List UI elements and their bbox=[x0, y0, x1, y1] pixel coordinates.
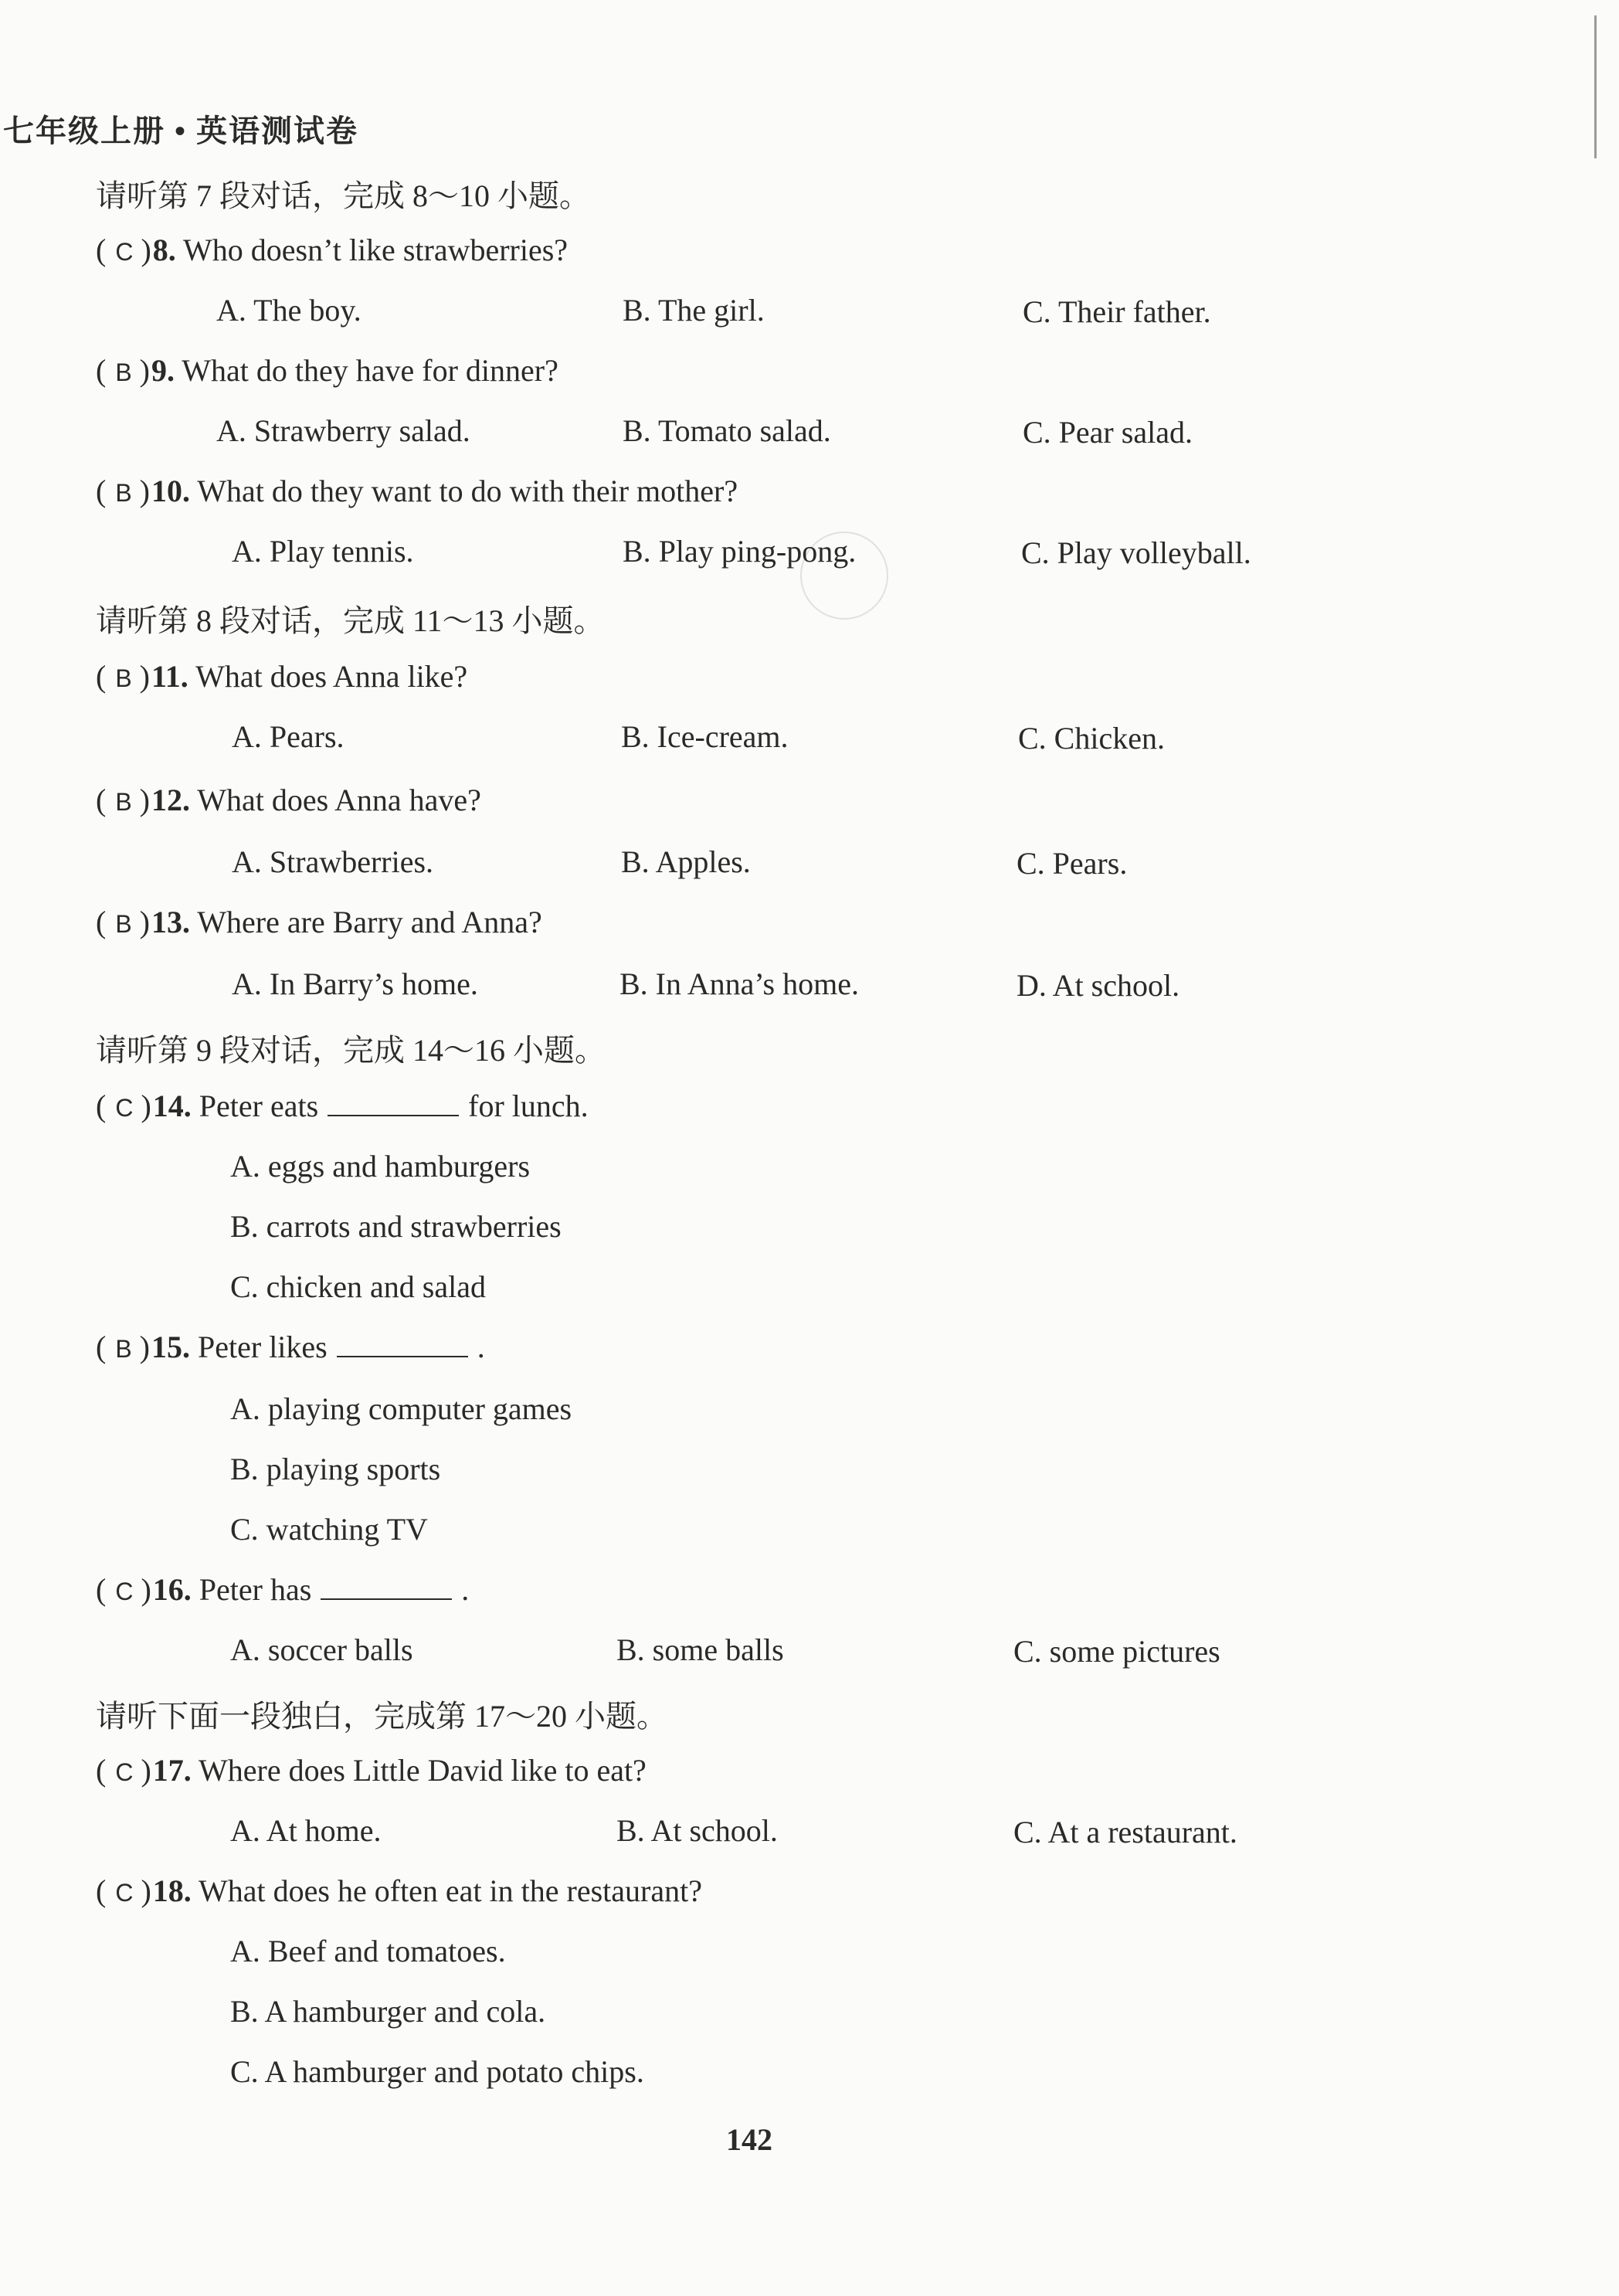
option-c: C. Their father. bbox=[1023, 294, 1211, 329]
answer-blank bbox=[328, 1092, 459, 1116]
option-c: C. Pears. bbox=[1017, 846, 1128, 881]
option-c: C. watching TV bbox=[230, 1512, 428, 1547]
question-number: 10. bbox=[151, 474, 190, 508]
option-a: A. Strawberry salad. bbox=[216, 413, 470, 448]
question-number: 15. bbox=[151, 1330, 190, 1364]
question-number: 16. bbox=[152, 1572, 192, 1607]
answer-18: C bbox=[115, 1879, 134, 1907]
option-b: B. carrots and strawberries bbox=[230, 1209, 562, 1244]
question-13: ( B )13. Where are Barry and Anna? bbox=[96, 905, 542, 939]
option-a: A. Pears. bbox=[232, 719, 345, 754]
answer-13: B bbox=[115, 910, 132, 938]
answer-10: B bbox=[115, 479, 132, 507]
answer-blank bbox=[321, 1575, 452, 1600]
section-heading-7: 请听第 7 段对话，完成 8～10 小题。 bbox=[96, 178, 590, 213]
question-text: Who doesn’t like strawberries? bbox=[183, 233, 569, 267]
option-c: C. A hamburger and potato chips. bbox=[230, 2054, 644, 2089]
option-a: A. eggs and hamburgers bbox=[230, 1149, 531, 1184]
question-17: ( C )17. Where does Little David like to eat? bbox=[96, 1753, 647, 1788]
section-heading-8: 请听第 8 段对话，完成 11～13 小题。 bbox=[96, 603, 605, 638]
answer-11: B bbox=[115, 664, 132, 692]
question-9: ( B )9. What do they have for dinner? bbox=[96, 353, 558, 388]
option-c: C. Play volleyball. bbox=[1021, 535, 1251, 570]
answer-8: C bbox=[115, 238, 134, 266]
option-c: D. At school. bbox=[1017, 968, 1180, 1003]
question-12: ( B )12. What does Anna have? bbox=[96, 783, 481, 817]
answer-16: C bbox=[115, 1578, 134, 1605]
option-a: A. The boy. bbox=[216, 293, 361, 328]
option-c: C. chicken and salad bbox=[230, 1269, 486, 1304]
option-a: A. Beef and tomatoes. bbox=[230, 1934, 506, 1968]
answer-blank bbox=[337, 1333, 468, 1357]
question-number: 18. bbox=[152, 1873, 192, 1908]
option-b: B. Play ping-pong. bbox=[623, 534, 857, 569]
question-number: 14. bbox=[152, 1089, 192, 1123]
question-10: ( B )10. What do they want to do with their mother? bbox=[96, 474, 738, 508]
page-header: 七年级上册 • 英语测试卷 bbox=[3, 114, 359, 148]
option-a: A. In Barry’s home. bbox=[232, 966, 478, 1001]
question-text: What does he often eat in the restaurant? bbox=[199, 1873, 702, 1908]
page-number: 142 bbox=[726, 2122, 772, 2157]
question-text-after: . bbox=[461, 1572, 470, 1607]
option-a: A. At home. bbox=[230, 1813, 382, 1848]
question-number: 12. bbox=[151, 783, 190, 817]
option-b: B. Ice-cream. bbox=[621, 719, 789, 754]
question-text: Peter eats bbox=[199, 1089, 319, 1123]
question-14: ( C )14. Peter eats for lunch. bbox=[96, 1089, 589, 1123]
question-text: Peter likes bbox=[198, 1330, 328, 1364]
section-heading-monologue: 请听下面一段独白，完成第 17～20 小题。 bbox=[96, 1699, 667, 1734]
question-number: 11. bbox=[151, 659, 188, 694]
option-a: A. playing computer games bbox=[230, 1391, 572, 1426]
option-c: C. At a restaurant. bbox=[1013, 1815, 1237, 1849]
question-text-after: . bbox=[477, 1330, 485, 1364]
option-b: B. In Anna’s home. bbox=[619, 966, 859, 1001]
option-b: B. playing sports bbox=[230, 1452, 441, 1486]
option-b: B. At school. bbox=[616, 1813, 778, 1848]
question-16: ( C )16. Peter has . bbox=[96, 1572, 470, 1607]
question-text: Peter has bbox=[199, 1572, 312, 1607]
answer-17: C bbox=[115, 1758, 134, 1786]
question-number: 9. bbox=[151, 353, 175, 388]
question-number: 8. bbox=[152, 233, 176, 267]
option-b: B. A hamburger and cola. bbox=[230, 1994, 546, 2029]
option-c: C. Chicken. bbox=[1018, 721, 1165, 756]
question-8: ( C )8. Who doesn’t like strawberries? bbox=[96, 233, 569, 267]
option-a: A. Strawberries. bbox=[232, 844, 434, 879]
option-c: C. Pear salad. bbox=[1023, 415, 1193, 450]
question-number: 13. bbox=[151, 905, 190, 939]
answer-12: B bbox=[115, 788, 132, 816]
question-text: Where does Little David like to eat? bbox=[199, 1753, 647, 1788]
question-11: ( B )11. What does Anna like? bbox=[96, 659, 468, 694]
question-text: What do they want to do with their mother? bbox=[197, 474, 738, 508]
question-18: ( C )18. What does he often eat in the restaurant? bbox=[96, 1873, 702, 1908]
option-b: B. The girl. bbox=[623, 293, 765, 328]
question-text: What does Anna like? bbox=[195, 659, 468, 694]
option-b: B. Tomato salad. bbox=[623, 413, 831, 448]
option-a: A. soccer balls bbox=[230, 1632, 413, 1667]
answer-14: C bbox=[115, 1094, 134, 1122]
question-text: Where are Barry and Anna? bbox=[197, 905, 542, 939]
option-a: A. Play tennis. bbox=[232, 534, 414, 569]
answer-15: B bbox=[115, 1335, 132, 1363]
section-heading-9: 请听第 9 段对话，完成 14～16 小题。 bbox=[96, 1033, 606, 1068]
question-text: What does Anna have? bbox=[197, 783, 481, 817]
question-15: ( B )15. Peter likes . bbox=[96, 1330, 485, 1364]
question-number: 17. bbox=[152, 1753, 192, 1788]
option-b: B. some balls bbox=[616, 1632, 784, 1667]
question-text: What do they have for dinner? bbox=[182, 353, 558, 388]
option-b: B. Apples. bbox=[621, 844, 751, 879]
answer-9: B bbox=[115, 358, 132, 386]
option-c: C. some pictures bbox=[1013, 1634, 1220, 1669]
question-text-after: for lunch. bbox=[468, 1089, 589, 1123]
page-edge-line bbox=[1594, 15, 1597, 158]
